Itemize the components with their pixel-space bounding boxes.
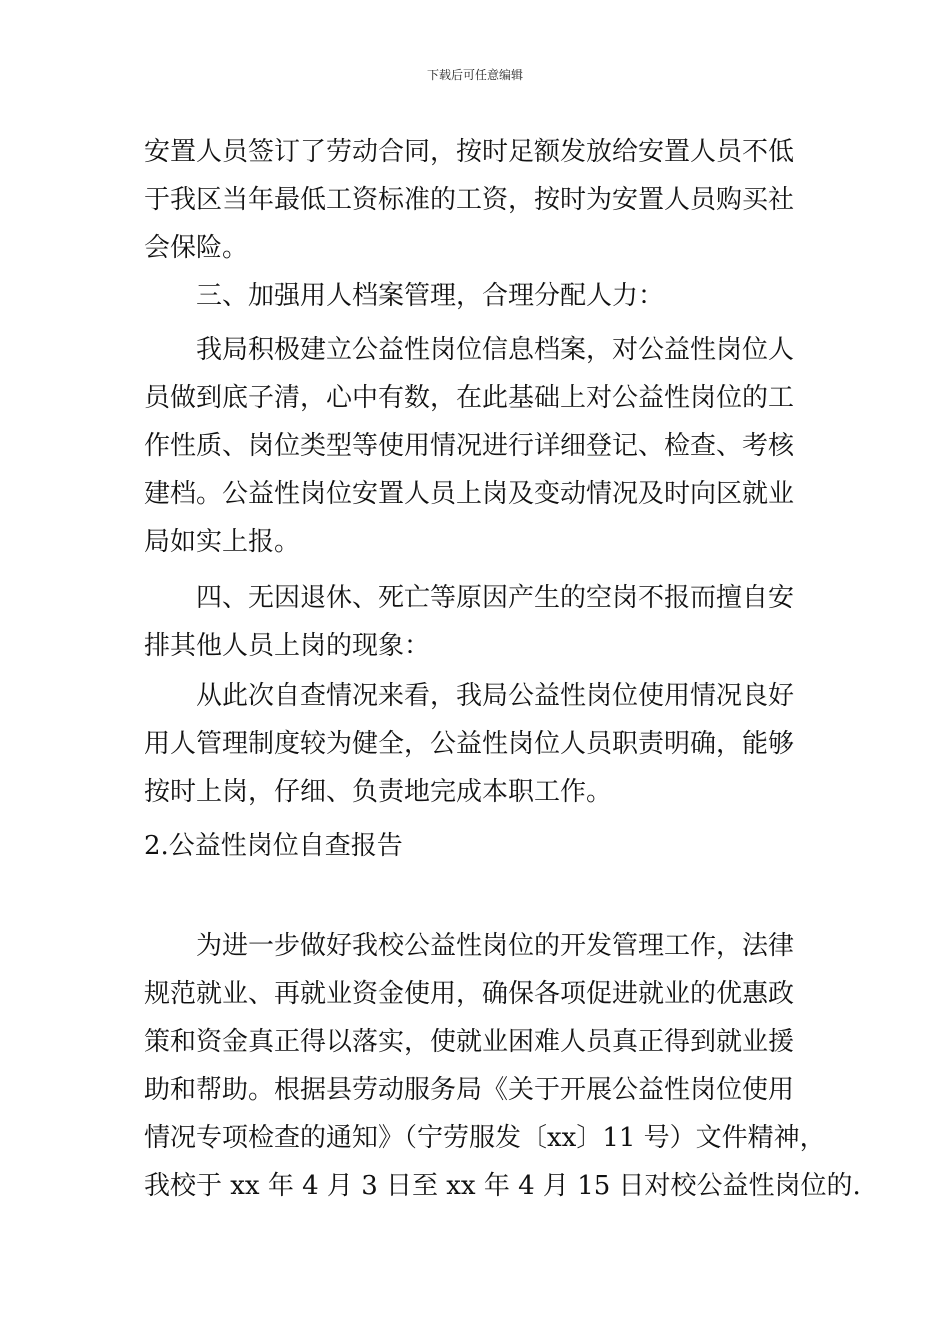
text-line: 作性质、岗位类型等使用情况进行详细登记、检查、考核	[144, 431, 795, 461]
section-heading: 三、加强用人档案管理，合理分配人力：	[196, 281, 665, 311]
paragraph-school-report	[144, 922, 861, 1210]
heading-section-4	[144, 574, 814, 670]
text-line: 策和资金真正得以落实，使就业困难人员真正得到就业援	[144, 1027, 795, 1057]
heading-section-3	[144, 272, 814, 320]
text-line: 安置人员签订了劳动合同，按时足额发放给安置人员不低	[144, 137, 795, 167]
document-title-2	[144, 822, 814, 870]
text-line: 员做到底子清，心中有数，在此基础上对公益性岗位的工	[144, 383, 795, 413]
text-line: 局如实上报。	[144, 527, 301, 557]
text-line: 我校于 xx 年 4 月 3 日至 xx 年 4 月 15 日对校公益性岗位的.	[144, 1171, 861, 1201]
paragraph-archive	[144, 326, 814, 566]
text-line: 我局积极建立公益性岗位信息档案，对公益性岗位人	[196, 335, 795, 365]
paragraph-conclusion	[144, 672, 814, 816]
report-title: 2.公益性岗位自查报告	[144, 831, 403, 861]
text-line: 从此次自查情况来看，我局公益性岗位使用情况良好	[196, 681, 795, 711]
text-line: 助和帮助。根据县劳动服务局《关于开展公益性岗位使用	[144, 1075, 795, 1105]
text-line: 按时上岗，仔细、负责地完成本职工作。	[144, 777, 613, 807]
section-heading: 四、无因退休、死亡等原因产生的空岗不报而擅自安	[196, 583, 795, 613]
text-line: 规范就业、再就业资金使用，确保各项促进就业的优惠政	[144, 979, 795, 1009]
text-line: 用人管理制度较为健全，公益性岗位人员职责明确，能够	[144, 729, 795, 759]
text-line: 为进一步做好我校公益性岗位的开发管理工作，法律	[196, 931, 795, 961]
paragraph-contract	[144, 128, 814, 272]
page-header: 下载后可任意编辑	[426, 68, 523, 82]
text-line: 建档。公益性岗位安置人员上岗及变动情况及时向区就业	[144, 479, 795, 509]
text-line: 于我区当年最低工资标准的工资，按时为安置人员购买社	[144, 185, 795, 215]
section-heading: 排其他人员上岗的现象：	[144, 631, 431, 661]
text-line: 情况专项检查的通知》（宁劳服发〔xx〕11 号）文件精神，	[144, 1123, 826, 1153]
text-line: 会保险。	[144, 233, 249, 263]
